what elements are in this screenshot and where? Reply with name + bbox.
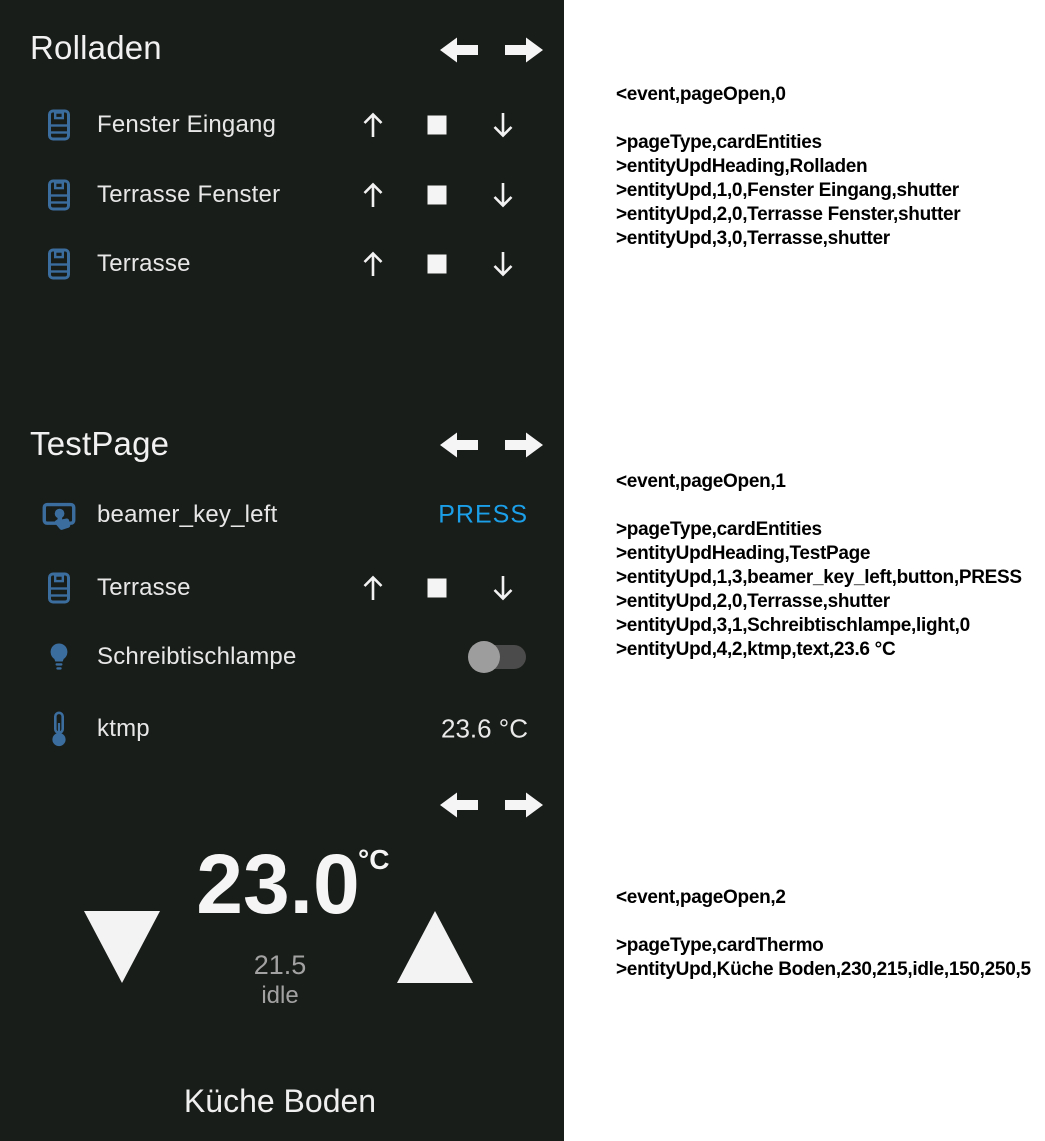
entity-label: Fenster Eingang — [97, 111, 277, 138]
arrow-right-icon — [505, 35, 543, 65]
setpoint-value: 21.5 — [253, 950, 307, 980]
light-toggle[interactable] — [468, 641, 526, 673]
entity-row-beamer-key-left — [0, 493, 564, 537]
entity-row-terrasse — [0, 242, 564, 286]
card-heading-testpage: TestPage — [30, 425, 170, 462]
arrow-left-icon — [440, 430, 478, 460]
log-line: >entityUpd,2,0,Terrasse Fenster,shutter — [616, 204, 961, 225]
stop-square-icon — [428, 579, 447, 598]
nav-next-button[interactable] — [505, 35, 543, 65]
thermometer-icon — [51, 711, 67, 747]
triangle-down-icon — [84, 911, 160, 983]
arrow-left-icon — [440, 35, 478, 65]
log-line: >entityUpdHeading,TestPage — [616, 543, 871, 564]
shutter-down-button[interactable] — [490, 181, 516, 209]
entity-row-fenster-eingang — [0, 103, 564, 147]
serial-log-block-1 — [616, 470, 1040, 662]
stop-square-icon — [428, 255, 447, 274]
log-line: >pageType,cardEntities — [616, 519, 822, 540]
toggle-knob — [468, 641, 500, 673]
nav-prev-button[interactable] — [440, 790, 478, 820]
shutter-down-button[interactable] — [490, 111, 516, 139]
log-line — [616, 107, 1040, 131]
thermostat-name: Küche Boden — [183, 1083, 377, 1119]
log-line — [616, 494, 1040, 518]
stop-square-icon — [428, 186, 447, 205]
triangle-up-icon — [397, 911, 473, 983]
serial-log-block-0 — [616, 83, 1040, 251]
temperature-value: 23.6 °C — [440, 713, 528, 744]
log-line: >entityUpd,3,0,Terrasse,shutter — [616, 228, 890, 249]
shutter-icon — [48, 249, 70, 280]
shutter-down-button[interactable] — [490, 574, 516, 602]
log-line: >entityUpd,3,1,Schreibtischlampe,light,0 — [616, 615, 970, 636]
log-line: <event,pageOpen,2 — [616, 887, 786, 908]
arrow-right-icon — [505, 430, 543, 460]
current-temperature: 23.0 — [196, 837, 360, 931]
nav-next-button[interactable] — [505, 790, 543, 820]
shutter-up-button[interactable] — [360, 111, 386, 139]
temperature-unit: °C — [358, 844, 390, 875]
shutter-up-button[interactable] — [360, 250, 386, 278]
log-line: >entityUpd,1,0,Fenster Eingang,shutter — [616, 180, 959, 201]
log-line: >entityUpdHeading,Rolladen — [616, 156, 868, 177]
gesture-tap-button-icon — [41, 498, 77, 532]
arrow-right-icon — [505, 790, 543, 820]
log-line: >pageType,cardThermo — [616, 935, 824, 956]
arrow-up-icon — [360, 574, 386, 602]
arrow-up-icon — [360, 250, 386, 278]
log-line: >entityUpd,2,0,Terrasse,shutter — [616, 591, 890, 612]
entity-label: Terrasse — [97, 574, 191, 601]
entity-label: beamer_key_left — [97, 501, 278, 528]
arrow-up-icon — [360, 181, 386, 209]
nav-next-button[interactable] — [505, 430, 543, 460]
shutter-icon — [48, 573, 70, 604]
entity-label: Schreibtischlampe — [97, 643, 297, 670]
arrow-down-icon — [490, 250, 516, 278]
nav-prev-button[interactable] — [440, 430, 478, 460]
shutter-icon — [48, 180, 70, 211]
log-line: <event,pageOpen,1 — [616, 471, 786, 492]
log-line: >pageType,cardEntities — [616, 132, 822, 153]
entity-label: ktmp — [97, 715, 150, 742]
entity-row-terrasse-fenster — [0, 173, 564, 217]
log-line — [616, 910, 1040, 934]
log-line: >entityUpd,1,3,beamer_key_left,button,PRESS — [616, 567, 1022, 588]
arrow-up-icon — [360, 111, 386, 139]
arrow-down-icon — [490, 111, 516, 139]
shutter-stop-button[interactable] — [428, 186, 447, 205]
stop-square-icon — [428, 116, 447, 135]
serial-log-block-2 — [616, 886, 1040, 982]
shutter-stop-button[interactable] — [428, 255, 447, 274]
arrow-left-icon — [440, 790, 478, 820]
log-line: <event,pageOpen,0 — [616, 84, 786, 105]
arrow-down-icon — [490, 574, 516, 602]
entity-label: Terrasse — [97, 250, 191, 277]
shutter-stop-button[interactable] — [428, 116, 447, 135]
press-button[interactable]: PRESS — [438, 500, 528, 529]
entity-row-ktmp — [0, 707, 564, 751]
shutter-up-button[interactable] — [360, 181, 386, 209]
card-heading-rolladen: Rolladen — [30, 29, 162, 66]
log-line: >entityUpd,Küche Boden,230,215,idle,150,250,5 — [616, 959, 1031, 980]
temp-up-button[interactable] — [397, 911, 473, 983]
arrow-down-icon — [490, 181, 516, 209]
lightbulb-icon — [47, 642, 71, 672]
entity-row-terrasse-2 — [0, 566, 564, 610]
shutter-down-button[interactable] — [490, 250, 516, 278]
entity-label: Terrasse Fenster — [97, 181, 281, 208]
shutter-stop-button[interactable] — [428, 579, 447, 598]
hvac-state: idle — [261, 982, 299, 1009]
entity-row-schreibtischlampe — [0, 635, 564, 679]
shutter-up-button[interactable] — [360, 574, 386, 602]
log-line: >entityUpd,4,2,ktmp,text,23.6 °C — [616, 639, 896, 660]
shutter-icon — [48, 110, 70, 141]
temp-down-button[interactable] — [84, 911, 160, 983]
nav-prev-button[interactable] — [440, 35, 478, 65]
